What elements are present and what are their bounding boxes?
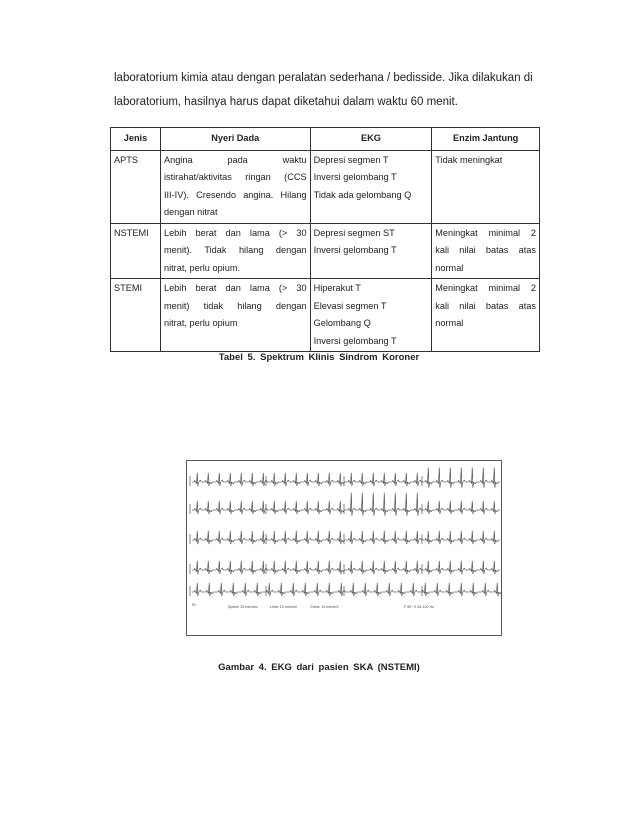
cell-nyeri xyxy=(160,279,310,352)
cell-line: kali nilai batas atas xyxy=(435,245,536,255)
cell-line: kali nilai batas atas xyxy=(435,300,536,311)
cell-enzim xyxy=(432,150,540,223)
cell-line: Inversi gelombang T xyxy=(313,335,397,346)
cell-line: Depresi segmen ST xyxy=(313,227,395,238)
header-ekg: EKG xyxy=(310,128,432,151)
cell-line: nitrat, perlu opium. xyxy=(163,262,241,273)
header-jenis: Jenis xyxy=(111,128,161,151)
table-row xyxy=(111,223,540,279)
cell-line: Depresi segmen T xyxy=(313,154,389,165)
ekg-footer-limb: Limb: 10 mm/mV xyxy=(270,605,298,609)
cell-line: Hiperakut T xyxy=(313,283,361,293)
figure-caption: Gambar 4. EKG dari pasien SKA (NSTEMI) xyxy=(218,662,420,673)
cell-jenis: NSTEMI xyxy=(111,223,161,279)
cell-enzim xyxy=(432,223,540,279)
cell-line: Angina pada waktu xyxy=(163,154,307,165)
cell-line: Tidak ada gelombang Q xyxy=(313,189,412,200)
ekg-footer-mark: ID: xyxy=(192,603,197,607)
cell-line: menit). Tidak hilang dengan xyxy=(163,245,307,255)
ekg-strip-image xyxy=(186,460,502,636)
cell-line: Meningkat minimal 2 xyxy=(435,283,536,293)
cell-nyeri xyxy=(160,150,310,223)
cell-line: nitrat, perlu opium xyxy=(163,318,238,328)
cell-line: Elevasi segmen T xyxy=(313,300,387,311)
cell-enzim xyxy=(432,279,540,352)
spectrum-table xyxy=(110,127,540,352)
ekg-frame xyxy=(187,461,502,636)
cell-line: menit) tidak hilang dengan xyxy=(163,300,307,311)
table-row xyxy=(111,150,540,223)
cell-line: III-IV). Cresendo angina. Hilang xyxy=(163,189,307,200)
table-header-row xyxy=(111,128,540,151)
cell-line: Lebih berat dan lama (> 30 xyxy=(163,227,307,238)
header-enzim-jantung: Enzim Jantung xyxy=(432,128,540,151)
cell-line: dengan nitrat xyxy=(163,207,218,217)
cell-jenis: APTS xyxy=(111,150,161,223)
cell-line: Inversi gelombang T xyxy=(313,245,397,255)
table-row xyxy=(111,279,540,352)
ekg-footer-speed: Speed: 25 mm/sec xyxy=(228,605,258,609)
intro-line-1: laboratorium kimia atau dengan peralatan sederhana / bedisside. Jika dilakukan di xyxy=(114,72,533,84)
cell-line: Meningkat minimal 2 xyxy=(435,227,536,238)
cell-ekg xyxy=(310,223,432,279)
cell-ekg xyxy=(310,279,432,352)
table-caption: Tabel 5. Spektrum Klinis Sindrom Koroner xyxy=(218,352,420,363)
ekg-footer-filter: F 50~ 0.15-100 Hz xyxy=(404,605,434,609)
ekg-footer-chest: Chest: 10 mm/mV xyxy=(310,605,339,609)
header-nyeri-dada: Nyeri Dada xyxy=(160,128,310,151)
cell-nyeri xyxy=(160,223,310,279)
cell-line: Gelombang Q xyxy=(313,318,371,328)
cell-jenis: STEMI xyxy=(111,279,161,352)
cell-line: Lebih berat dan lama (> 30 xyxy=(163,283,307,293)
cell-line: normal xyxy=(435,318,464,328)
intro-paragraph xyxy=(114,66,538,114)
cell-line: Inversi gelombang T xyxy=(313,172,397,182)
intro-line-2: laboratorium, hasilnya harus dapat diketahui dalam waktu 60 menit. xyxy=(114,96,458,108)
cell-line: Tidak meningkat xyxy=(435,154,503,165)
cell-line: normal xyxy=(435,262,464,273)
cell-ekg xyxy=(310,150,432,223)
cell-line: istirahat/aktivitas ringan (CCS xyxy=(163,172,307,182)
